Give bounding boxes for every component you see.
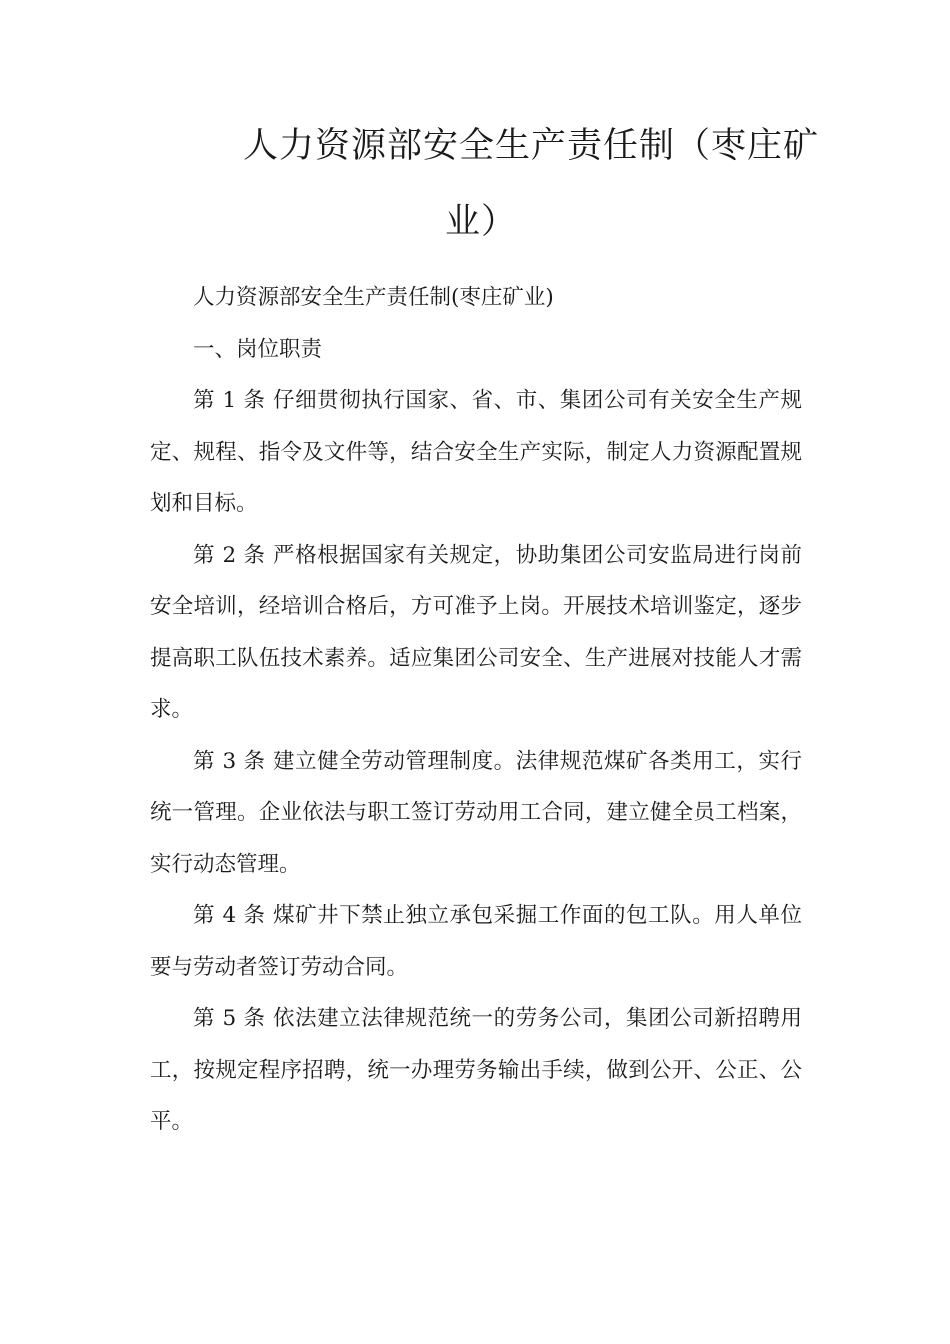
section-heading: 一、岗位职责	[193, 336, 323, 362]
document-title-line-2: 业）	[445, 202, 518, 242]
article-4-paragraph: 第 4 条 煤矿井下禁止独立承包采掘工作面的包工队。用人单位要与劳动者签订劳动合同。	[150, 903, 802, 980]
article-3-paragraph: 第 3 条 建立健全劳动管理制度。法律规范煤矿各类用工，实行统一管理。企业依法与职工签订劳动用工合同，建立健全员工档案，实行动态管理。	[150, 748, 802, 877]
article-5-paragraph: 第 5 条 依法建立法律规范统一的劳务公司，集团公司新招聘用工，按规定程序招聘，统一办理劳务输出手续，做到公开、公正、公平。	[150, 1006, 802, 1134]
article-2-paragraph: 第 2 条 严格根据国家有关规定，协助集团公司安监局进行岗前安全培训，经培训合格后，方可准予上岗。开展技术培训鉴定，逐步提高职工队伍技术素养。适应集团公司安全、生产进展对技能人才需求。	[150, 542, 802, 722]
subtitle-paragraph: 人力资源部安全生产责任制(枣庄矿业)	[193, 285, 554, 310]
article-1-paragraph: 第 1 条 仔细贯彻执行国家、省、市、集团公司有关安全生产规定、规程、指令及文件等，结合安全生产实际，制定人力资源配置规划和目标。	[150, 388, 802, 516]
document-title-line-1: 人力资源部安全生产责任制（枣庄矿	[243, 126, 820, 166]
document-body	[150, 272, 802, 1148]
